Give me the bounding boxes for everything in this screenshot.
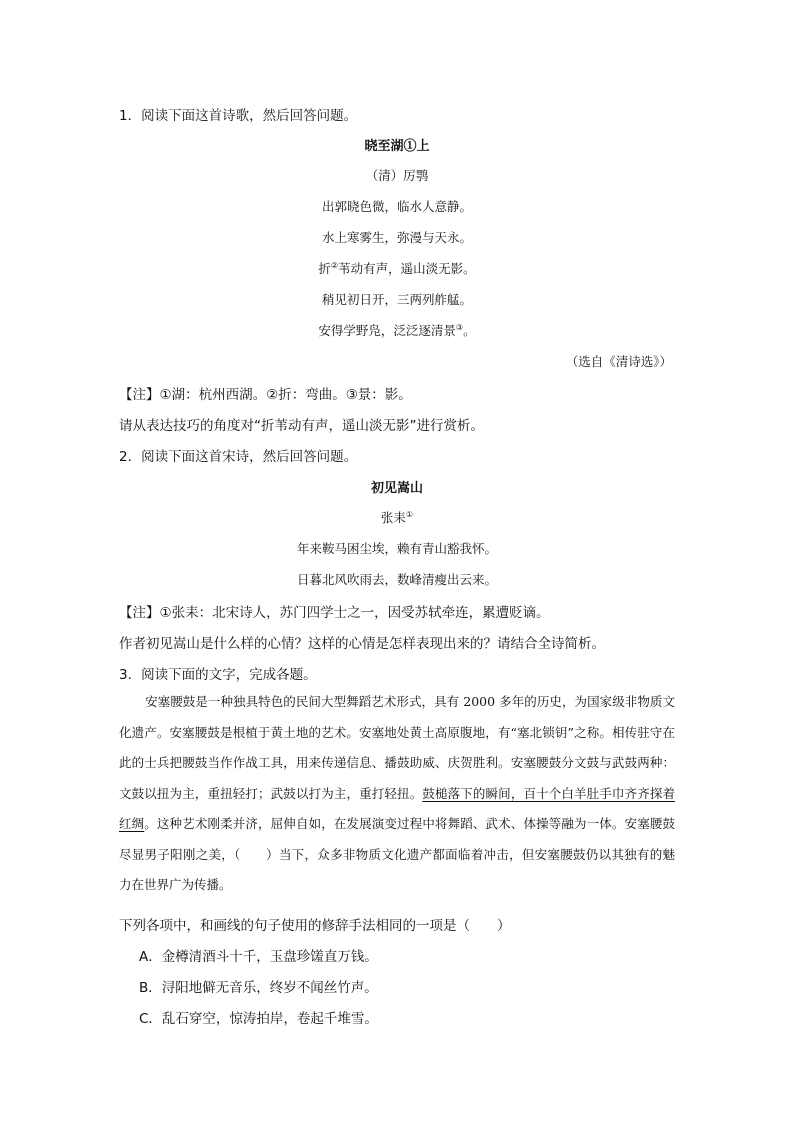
q1-poem-line-5: [0, 321, 794, 339]
q1-poem-line-2: [0, 228, 794, 246]
q3-question: 下列各项中，和画线的句子使用的修辞手法相同的一项是（ ）: [119, 918, 511, 934]
q2-poem-title: 初见嵩山: [370, 481, 423, 496]
q2-poem-line-1: 年来鞍马困尘埃，赖有青山豁我怀。: [296, 541, 497, 556]
poem-text: 安得学野凫，泛泛逐清景: [318, 323, 456, 338]
passage-text: 安塞腰鼓是一种独具特色的民间大型舞蹈艺术形式，具有 2000 多年的历史，为国家级非物质文化遗产。安塞腰鼓是根植于黄土地的艺术。安塞地处黄土高原腹地，有“塞北锁钥”之称。相传驻守在此的士兵把腰鼓当作作战工具，用来传递信息、播鼓助威、庆贺胜利。安塞腰鼓分文鼓与武鼓两种：文鼓以扭为主，重扭轻打；武鼓以打为主，重打轻扭。: [119, 694, 675, 801]
q1-source: （选自《清诗选》）: [565, 354, 672, 369]
q1-poem-line-1: [0, 197, 794, 215]
q1-poem-title: 晓至湖①上: [364, 139, 430, 154]
poem-text: 出郭晓色微，临水人意静。: [321, 199, 472, 214]
q2-note: 【注】①张耒：北宋诗人，苏门四学士之一，因受苏轼牵连，累遭贬谪。: [119, 605, 550, 621]
poem-text: 苇动有声，遥山淡无影。: [338, 261, 476, 276]
q3-option-b: B．浔阳地僻无音乐，终岁不闻丝竹声。: [139, 980, 378, 996]
q1-poem-line-4: [0, 290, 794, 308]
poem-text: 。: [463, 323, 476, 338]
q1-question: 请从表达技巧的角度对“折苇动有声，遥山淡无影”进行赏析。: [119, 418, 484, 434]
q1-poem-author: （清）厉鹗: [365, 168, 429, 183]
q2-poem-author: [0, 508, 794, 526]
q3-option-a: A．金樽清酒斗十千，玉盘珍馐直万钱。: [139, 949, 378, 965]
q3-option-c: C．乱石穿空，惊涛拍岸，卷起千堆雪。: [139, 1011, 378, 1027]
passage-text: 。这种艺术刚柔并济，屈伸自如，在发展演变过程中将舞蹈、武术、体操等融为一体。安塞腰鼓尽显男子阳刚之美，（ ）当下，众多非物质文化遗产都面临着冲击，但安塞腰鼓仍以其独有的魅力在世界广为传播。: [119, 816, 675, 892]
poem-text: 水上寒雾生，弥漫与天永。: [321, 230, 472, 245]
q2-poem-line-2: 日暮北风吹雨去，数峰清瘦出云来。: [296, 572, 497, 587]
underlined-sentence: 鼓槌落下的瞬间，百十个白羊肚手巾齐齐探着红绸: [119, 785, 675, 831]
footnote-marker: ②: [330, 260, 339, 270]
q2-prompt: 2．阅读下面这首宋诗，然后回答问题。: [119, 449, 358, 465]
footnote-marker: ③: [455, 322, 464, 332]
q2-question: 作者初见嵩山是什么样的心情？这样的心情是怎样表现出来的？请结合全诗简析。: [119, 636, 605, 652]
q1-prompt: 1．阅读下面这首诗歌，然后回答问题。: [119, 108, 358, 124]
q3-passage: [119, 687, 675, 901]
q1-note: 【注】①湖：杭州西湖。②折：弯曲。③景：影。: [119, 387, 412, 403]
q1-poem-line-3: [0, 259, 794, 277]
poem-text: 折: [318, 261, 331, 276]
q3-prompt: 3．阅读下面的文字，完成各题。: [119, 667, 317, 683]
author-name: 张耒: [380, 510, 406, 525]
poem-text: 稍见初日开，三两列舴艋。: [321, 292, 472, 307]
footnote-marker: ①: [405, 509, 414, 519]
